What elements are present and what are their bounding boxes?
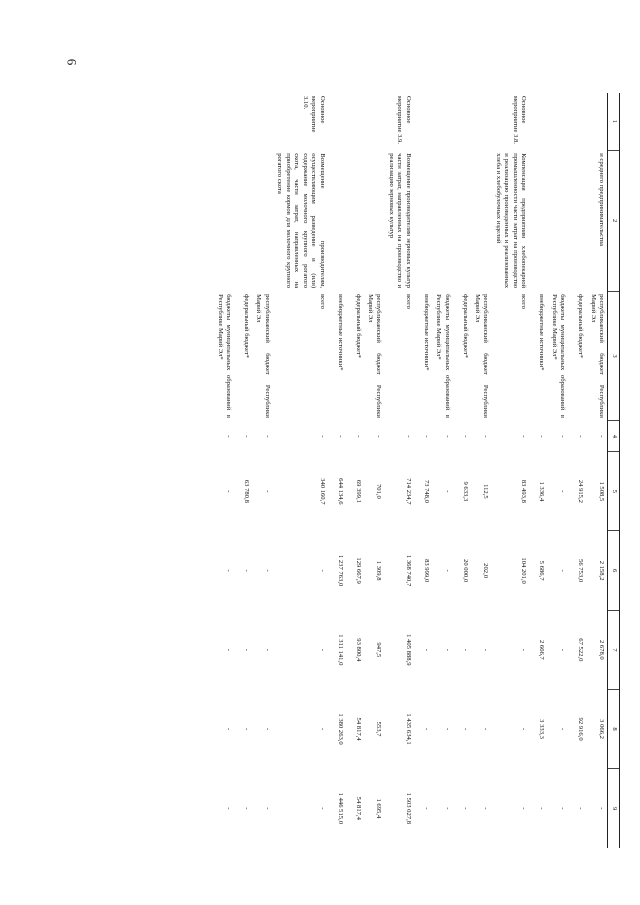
row-col4-cell: - bbox=[354, 435, 362, 438]
table-row bbox=[414, 93, 432, 848]
row-description-cell bbox=[453, 150, 471, 291]
row-source-cell: бюджеты муниципальных образований в Республике Марий Эл* bbox=[435, 294, 451, 418]
row-col4-cell: - bbox=[263, 435, 271, 438]
table-header bbox=[608, 93, 620, 848]
row-col4-cell: - bbox=[336, 435, 344, 438]
row-col9-cell: - bbox=[538, 807, 546, 810]
table-row bbox=[384, 93, 413, 848]
row-event-cell bbox=[529, 93, 547, 150]
row-col4-cell: - bbox=[443, 435, 451, 438]
row-col8-cell: 553,7 bbox=[375, 721, 383, 737]
row-col5-cell: 1 508,5 bbox=[598, 481, 605, 502]
row-col7-cell: - bbox=[243, 648, 251, 651]
row-col5-cell: - bbox=[263, 490, 271, 493]
row-col9-cell: - bbox=[598, 807, 605, 810]
row-col4-cell: - bbox=[577, 435, 585, 438]
row-description-cell bbox=[432, 150, 453, 291]
row-event-cell bbox=[364, 93, 385, 150]
row-description-cell bbox=[364, 150, 385, 291]
row-col7-cell: - bbox=[461, 648, 469, 651]
row-col5-cell: 73 748,0 bbox=[422, 479, 430, 503]
row-description-cell: Возмещение производителям зерновых культур части затрат, направленных на производство и реализацию зерновых культур bbox=[387, 153, 412, 289]
row-event-cell bbox=[432, 93, 453, 150]
row-col9-cell: - bbox=[243, 807, 251, 810]
row-col8-cell: 54 817,4 bbox=[354, 717, 362, 741]
row-source-cell: республиканский бюджет Республики Марий Эл bbox=[589, 294, 605, 418]
row-col6-cell: - bbox=[263, 569, 271, 572]
row-event-cell bbox=[346, 93, 364, 150]
table-row bbox=[547, 93, 568, 848]
row-description-cell bbox=[328, 150, 346, 291]
row-source-cell: федеральный бюджет* bbox=[577, 294, 585, 359]
row-source-cell: федеральный бюджет* bbox=[354, 294, 362, 359]
row-col7-cell: - bbox=[482, 648, 490, 651]
table-row bbox=[213, 93, 234, 848]
row-col6-cell: - bbox=[243, 569, 251, 572]
row-col5-cell: 83 493,8 bbox=[520, 479, 528, 503]
row-col8-cell: - bbox=[482, 727, 490, 731]
row-col5-cell: 69 399,1 bbox=[354, 479, 362, 503]
table-row bbox=[364, 93, 385, 848]
header-col-7: 7 bbox=[608, 610, 620, 689]
header-row bbox=[608, 93, 620, 848]
row-col6-cell: 202,0 bbox=[482, 563, 490, 579]
row-col7-cell: - bbox=[443, 648, 451, 651]
row-col6-cell: 129 667,9 bbox=[354, 557, 362, 584]
row-col7-cell: 947,5 bbox=[375, 642, 383, 658]
row-col6-cell: - bbox=[559, 569, 567, 572]
row-col8-cell: - bbox=[443, 727, 451, 731]
row-col6-cell: 1 309,8 bbox=[375, 560, 383, 581]
row-col5-cell: - bbox=[225, 490, 233, 493]
row-col4-cell: - bbox=[482, 435, 490, 438]
row-col7-cell: - bbox=[318, 648, 326, 651]
header-col-9: 9 bbox=[608, 769, 620, 848]
row-source-cell: бюджеты муниципальных образований в Республике Марий Эл* bbox=[550, 294, 567, 418]
row-col4-cell: - bbox=[520, 435, 528, 438]
row-description-cell: Компенсация предприятиям хлебопекарной промышленности части затрат на производство и реализацию произведенных и реализованных хлеба и хлебобулочных изделий bbox=[494, 153, 528, 289]
header-col-8: 8 bbox=[608, 689, 620, 768]
row-source-cell: бюджеты муниципальных образований в Республике Марий Эл* bbox=[216, 294, 233, 418]
row-col7-cell: - bbox=[422, 648, 430, 651]
row-description-cell bbox=[234, 150, 252, 291]
table-row bbox=[568, 93, 586, 848]
header-col-1: 1 bbox=[608, 93, 620, 150]
row-description-cell bbox=[252, 150, 273, 291]
row-col7-cell: 2 678,0 bbox=[598, 639, 605, 660]
row-col9-cell: 1 446 515,0 bbox=[336, 792, 344, 824]
row-col6-cell: 83 999,0 bbox=[422, 559, 430, 583]
header-col-4: 4 bbox=[608, 421, 620, 452]
row-col9-cell: - bbox=[443, 807, 451, 810]
row-col4-cell: - bbox=[559, 435, 567, 438]
row-col8-cell: - bbox=[263, 727, 271, 731]
header-col-6: 6 bbox=[608, 531, 620, 610]
table-row bbox=[453, 93, 471, 848]
row-col8-cell: - bbox=[318, 727, 326, 731]
row-col4-cell: - bbox=[598, 435, 605, 438]
row-source-cell: внебюджетные источники* bbox=[336, 294, 344, 371]
row-col4-cell: - bbox=[243, 435, 251, 438]
row-col7-cell: 67 522,0 bbox=[577, 638, 585, 662]
table-row bbox=[471, 93, 492, 848]
row-col8-cell: 92 916,0 bbox=[577, 717, 585, 741]
row-col7-cell: 1 405 888,9 bbox=[404, 634, 412, 666]
row-event-cell bbox=[547, 93, 568, 150]
row-col8-cell: 3 333,3 bbox=[538, 719, 546, 739]
row-col9-cell: - bbox=[559, 807, 567, 810]
row-event-cell bbox=[328, 93, 346, 150]
row-col9-cell: - bbox=[461, 807, 469, 810]
row-description-cell bbox=[346, 150, 364, 291]
row-col8-cell: - bbox=[422, 727, 430, 731]
row-description-cell: и среднего предпринимательства bbox=[598, 153, 605, 246]
row-col6-cell: 5 686,7 bbox=[538, 560, 546, 581]
row-description-cell bbox=[471, 150, 492, 291]
row-event-cell bbox=[586, 93, 607, 150]
row-description-cell: Возмещение производителям, осуществляющим разведение и (или) содержание молочного крупного рогатого скота, части затрат, направленных на приобретение кормов для молочного крупного рогатого скота bbox=[276, 153, 326, 289]
row-col4-cell: - bbox=[422, 435, 430, 438]
row-col6-cell: - bbox=[443, 569, 451, 572]
row-col5-cell: 1 336,4 bbox=[538, 481, 546, 502]
row-col4-cell: - bbox=[538, 435, 546, 438]
row-col6-cell: - bbox=[225, 569, 233, 572]
row-col5-cell: 644 134,6 bbox=[336, 478, 344, 505]
row-source-cell: республиканский бюджет Республики Марий Эл bbox=[367, 294, 383, 418]
row-col9-cell: 54 817,4 bbox=[354, 796, 362, 820]
row-col8-cell: 1 380 263,0 bbox=[336, 713, 344, 745]
row-source-cell: республиканский бюджет Республики Марий Эл bbox=[474, 294, 490, 418]
row-col5-cell: - bbox=[443, 490, 451, 493]
row-source-cell: федеральный бюджет* bbox=[461, 294, 469, 359]
row-event-cell bbox=[414, 93, 432, 150]
row-description-cell bbox=[568, 150, 586, 291]
row-col5-cell: 112,5 bbox=[482, 484, 490, 499]
row-col7-cell: - bbox=[559, 648, 567, 651]
row-description-cell bbox=[547, 150, 568, 291]
row-description-cell bbox=[414, 150, 432, 291]
row-source-cell: республиканский бюджет Республики Марий Эл bbox=[255, 294, 271, 418]
header-col-5: 5 bbox=[608, 452, 620, 531]
row-col6-cell: 56 753,0 bbox=[577, 559, 585, 583]
row-event-cell bbox=[471, 93, 492, 150]
budget-table bbox=[213, 93, 620, 848]
table-row bbox=[529, 93, 547, 848]
table-row bbox=[346, 93, 364, 848]
row-col6-cell: 1 237 763,0 bbox=[336, 554, 344, 587]
row-col5-cell: 63 780,8 bbox=[243, 479, 251, 503]
row-col9-cell: - bbox=[520, 807, 528, 810]
table-row bbox=[432, 93, 453, 848]
row-col9-cell: - bbox=[225, 807, 233, 810]
row-col4-cell: - bbox=[375, 435, 383, 438]
row-event-cell bbox=[213, 93, 234, 150]
header-col-3: 3 bbox=[608, 291, 620, 421]
row-col8-cell: - bbox=[520, 727, 528, 731]
row-col7-cell: 2 666,7 bbox=[538, 639, 546, 660]
row-description-cell bbox=[529, 150, 547, 291]
row-col7-cell: 93 800,4 bbox=[354, 638, 362, 662]
row-col5-cell: 714 234,7 bbox=[404, 478, 412, 505]
row-col6-cell: 2 158,2 bbox=[598, 560, 605, 581]
row-source-cell: федеральный бюджет* bbox=[243, 294, 251, 359]
row-col4-cell: - bbox=[318, 435, 326, 438]
row-col6-cell: 1 368 740,7 bbox=[404, 554, 412, 587]
row-col5-cell: - bbox=[559, 490, 567, 493]
row-col6-cell: 104 201,0 bbox=[520, 557, 528, 584]
row-event-cell: Основное мероприятие 3.10. bbox=[301, 96, 326, 133]
row-col9-cell: - bbox=[482, 807, 490, 810]
table-row bbox=[492, 93, 530, 848]
row-col9-cell: 1 695,4 bbox=[375, 798, 383, 819]
row-description-cell bbox=[213, 150, 234, 291]
row-event-cell: Основное мероприятие 3.8. bbox=[511, 96, 528, 144]
row-source-cell: всего bbox=[520, 294, 528, 309]
row-source-cell: всего bbox=[318, 294, 326, 309]
row-event-cell bbox=[568, 93, 586, 150]
row-col8-cell: - bbox=[243, 727, 251, 731]
row-source-cell: всего bbox=[404, 294, 412, 309]
page-number: 6 bbox=[64, 58, 80, 66]
row-col4-cell: - bbox=[225, 435, 233, 438]
row-col7-cell: - bbox=[520, 648, 528, 651]
header-col-2: 2 bbox=[608, 150, 620, 291]
row-col8-cell: 3 066,2 bbox=[598, 719, 605, 739]
row-col9-cell: - bbox=[577, 807, 585, 810]
table-row bbox=[273, 93, 328, 848]
row-col5-cell: 24 915,2 bbox=[577, 479, 585, 503]
row-col8-cell: - bbox=[461, 727, 469, 731]
table-row bbox=[328, 93, 346, 848]
table-row bbox=[234, 93, 252, 848]
table-row bbox=[252, 93, 273, 848]
row-col4-cell: - bbox=[404, 435, 412, 438]
row-col9-cell: 1 503 027,8 bbox=[404, 792, 412, 824]
row-col8-cell: 1 435 634,1 bbox=[404, 713, 412, 745]
row-col5-cell: 701,0 bbox=[375, 483, 383, 499]
table-row bbox=[586, 93, 607, 848]
row-col6-cell: 20 000,0 bbox=[461, 559, 469, 583]
budget-table-container bbox=[115, 93, 620, 848]
row-col7-cell: - bbox=[263, 648, 271, 651]
row-col9-cell: - bbox=[318, 807, 326, 810]
table-body bbox=[213, 93, 607, 848]
row-col4-cell: - bbox=[461, 435, 469, 438]
row-col5-cell: 340 160,7 bbox=[318, 478, 326, 505]
row-event-cell bbox=[234, 93, 252, 150]
row-col5-cell: 9 633,3 bbox=[461, 481, 469, 502]
row-source-cell: внебюджетные источники* bbox=[422, 294, 430, 371]
row-event-cell bbox=[252, 93, 273, 150]
row-col7-cell: 1 311 141,0 bbox=[336, 634, 344, 666]
row-col6-cell: - bbox=[318, 569, 326, 572]
row-col9-cell: - bbox=[422, 807, 430, 810]
row-col9-cell: - bbox=[263, 807, 271, 810]
row-col8-cell: - bbox=[559, 727, 567, 731]
row-col8-cell: - bbox=[225, 727, 233, 731]
row-event-cell bbox=[453, 93, 471, 150]
row-event-cell: Основное мероприятие 3.9. bbox=[396, 96, 412, 144]
row-source-cell: внебюджетные источники* bbox=[538, 294, 546, 371]
row-col7-cell: - bbox=[225, 648, 233, 651]
